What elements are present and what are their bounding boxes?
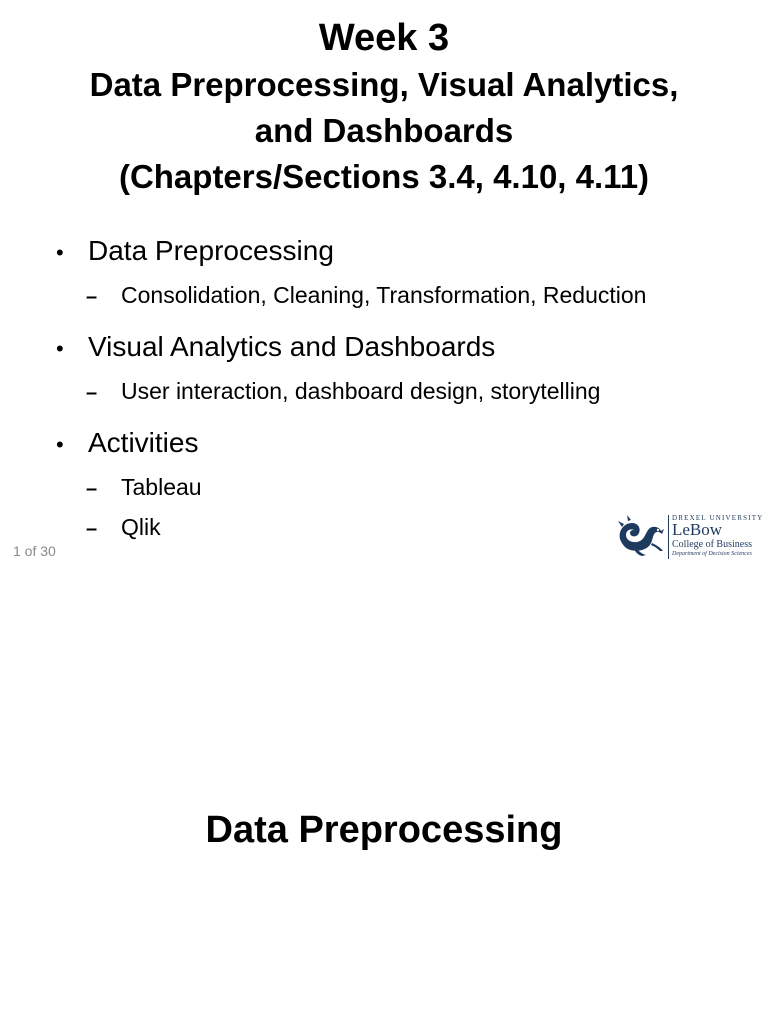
title-line-3: (Chapters/Sections 3.4, 4.10, 4.11) bbox=[118, 158, 650, 195]
bullet-dot-icon: • bbox=[56, 240, 64, 265]
title-week: Week 3 bbox=[318, 17, 450, 59]
bullet-dot-icon: • bbox=[56, 432, 64, 457]
slide-2 bbox=[0, 570, 768, 1024]
logo-divider bbox=[668, 515, 669, 559]
bullet-list bbox=[56, 228, 756, 556]
sub-item-text: User interaction, dashboard design, storytelling bbox=[121, 378, 601, 404]
sub-item-text: Consolidation, Cleaning, Transformation, Reduction bbox=[121, 282, 647, 308]
bullet-text: Activities bbox=[88, 427, 199, 458]
section-title: Data Preprocessing bbox=[205, 809, 563, 851]
bullet-dot-icon: • bbox=[56, 336, 64, 361]
sub-item bbox=[86, 468, 756, 508]
page-number: 1 of 30 bbox=[13, 543, 56, 559]
logo-school: LeBow bbox=[672, 520, 723, 539]
bullet-group-data-preprocessing bbox=[56, 228, 756, 316]
sub-item bbox=[86, 276, 756, 316]
dash-icon: – bbox=[86, 286, 98, 308]
dash-icon: – bbox=[86, 382, 98, 404]
bullet-item bbox=[56, 324, 756, 372]
logo-department: Department of Decision Sciences bbox=[672, 551, 752, 557]
bullet-text: Visual Analytics and Dashboards bbox=[88, 331, 496, 362]
bullet-item bbox=[56, 228, 756, 276]
dash-icon: – bbox=[86, 478, 98, 500]
logo-college: College of Business bbox=[672, 539, 752, 550]
slide-title bbox=[0, 14, 768, 200]
bullet-item bbox=[56, 420, 756, 468]
dash-icon: – bbox=[86, 518, 98, 540]
logo-university: DREXEL UNIVERSITY bbox=[672, 514, 764, 522]
sub-item bbox=[86, 372, 756, 412]
drexel-lebow-logo bbox=[616, 511, 764, 561]
sub-item-text: Qlik bbox=[121, 514, 161, 540]
dragon-icon bbox=[616, 513, 666, 557]
title-line-2: and Dashboards bbox=[254, 112, 514, 149]
sub-item-text: Tableau bbox=[121, 474, 202, 500]
bullet-group-visual-analytics bbox=[56, 324, 756, 412]
bullet-text: Data Preprocessing bbox=[88, 235, 334, 266]
title-line-1: Data Preprocessing, Visual Analytics, bbox=[89, 66, 679, 103]
